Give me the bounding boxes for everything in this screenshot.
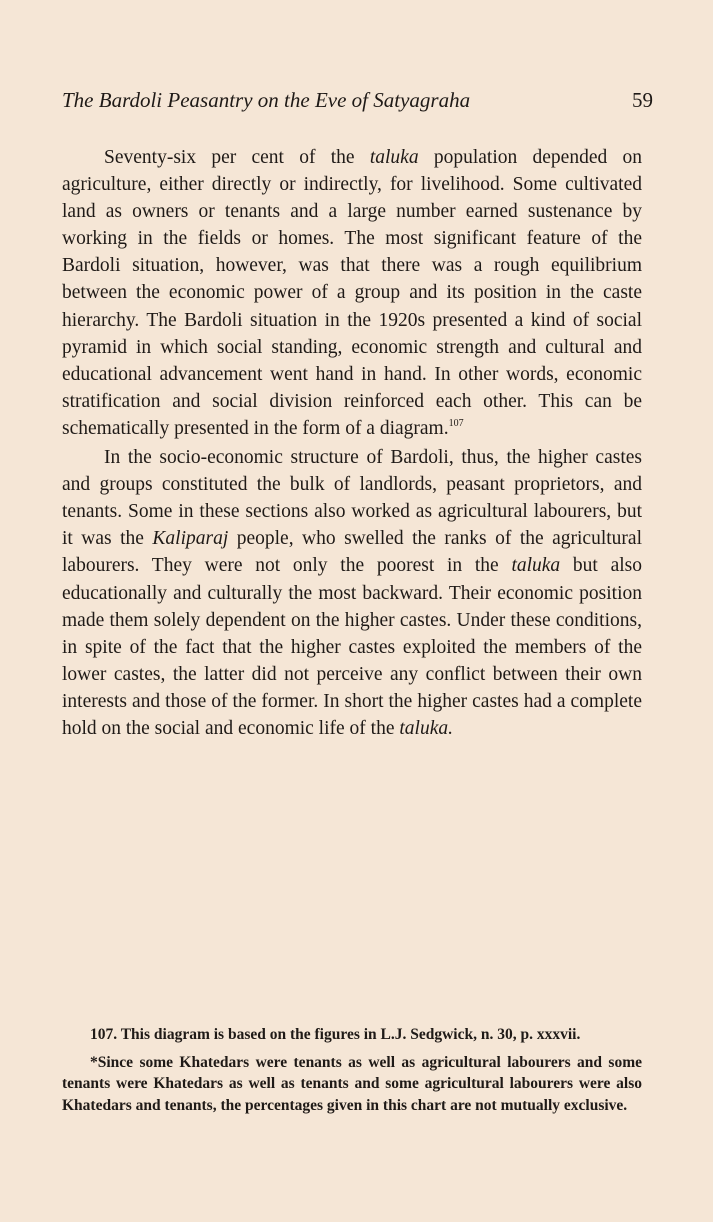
footnote-ref: 107 [448, 417, 464, 429]
text-run: In the socio-economic structure of Bardoli, thus, the higher castes and groups constituted the bulk of landlords, peasant proprietors, and tenants. Some in these sections also worked as agricultural labourers, but it was the [62, 447, 642, 550]
page-number: 59 [632, 88, 653, 112]
footnotes [62, 1024, 642, 1116]
text-run: people, who swelled the ranks of the agricultural labourers. They were not only the poorest in the [62, 528, 642, 577]
footnote-asterisk: *Since some Khatedars were tenants as well as agricultural labourers and some tenants were Khatedars as well as tenants and some agricultural labourers were also Khatedars and tenants, the percentages given in this chart are not mutually exclusive. [62, 1053, 642, 1114]
paragraph [62, 144, 642, 442]
paragraph [62, 444, 642, 742]
text-run: but also educationally and culturally the most backward. Their economic position made them solely dependent on the higher castes. Under these conditions, in spite of the fact that the higher castes exploited the members of the lower castes, the latter did not perceive any conflict between their own interests and those of the former. In short the higher castes had a complete hold on the social and economic life of the [62, 555, 642, 739]
italic-term: taluka. [399, 717, 453, 739]
page-header [62, 88, 653, 118]
text-run: population depended on agriculture, either directly or indirectly, for livelihood. Some cultivated land as owners or tenants and a large number earned sustenance by working in the fields or homes. The most significant feature of the Bardoli situation, however, was that there was a rough equilibrium between the economic power of a group and its position in the caste hierarchy. The Bardoli situation in the 1920s presented a kind of social pyramid in which social standing, economic strength and cultural and educational advancement went hand in hand. In other words, economic stratification and social division reinforced each other. This can be schematically presented in the form of a diagram. [62, 147, 643, 439]
running-title: The Bardoli Peasantry on the Eve of Satyagraha [62, 88, 471, 112]
italic-term: taluka [369, 147, 419, 168]
italic-term: taluka [511, 555, 561, 577]
italic-term: Kaliparaj [152, 528, 229, 550]
text-run: Seventy-six per cent of the [104, 147, 370, 168]
body-text [62, 144, 642, 742]
footnote-107: 107. This diagram is based on the figures in L.J. Sedgwick, n. 30, p. xxxvii. [90, 1026, 581, 1043]
